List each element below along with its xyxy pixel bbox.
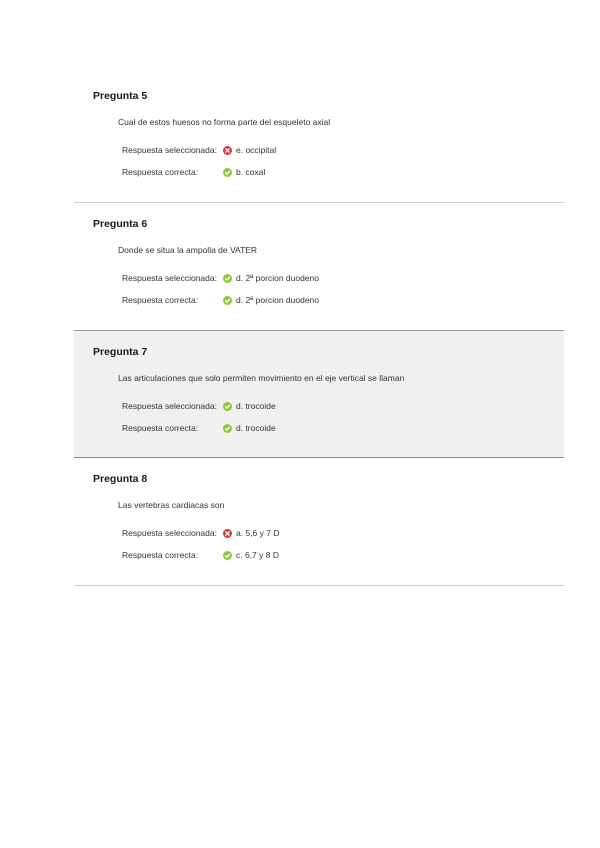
correct-answer-row (122, 422, 564, 434)
question-title: Pregunta 7 (93, 346, 148, 358)
selected-answer-value: e. occipital (236, 145, 277, 155)
correct-answer-label: Respuesta correcta: (122, 550, 199, 560)
question-7 (74, 330, 564, 458)
selected-answer-row (122, 272, 564, 284)
correct-answer-row (122, 549, 564, 561)
question-title: Pregunta 8 (93, 473, 148, 485)
selected-answer-row (122, 400, 564, 412)
selected-answer-value: d. trocoide (236, 401, 276, 411)
question-list (74, 75, 564, 586)
question-title: Pregunta 5 (93, 90, 148, 102)
correct-answer-row (122, 294, 564, 306)
question-8 (74, 458, 564, 586)
correct-answer-label: Respuesta correcta: (122, 167, 199, 177)
question-5 (74, 75, 564, 203)
correct-icon (223, 551, 232, 560)
correct-answer-row (122, 166, 564, 178)
correct-icon (223, 168, 232, 177)
selected-answer-label: Respuesta seleccionada: (122, 401, 217, 411)
incorrect-icon (223, 529, 232, 538)
question-title: Pregunta 6 (93, 218, 148, 230)
question-6 (74, 203, 564, 331)
selected-answer-label: Respuesta seleccionada: (122, 273, 217, 283)
correct-answer-label: Respuesta correcta: (122, 295, 199, 305)
selected-answer-value: d. 2ª porcion duodeno (236, 273, 320, 283)
correct-icon (223, 296, 232, 305)
correct-answer-label: Respuesta correcta: (122, 423, 199, 433)
question-text: Las articulaciones que solo permiten movimiento en el eje vertical se llaman (118, 373, 405, 383)
selected-answer-label: Respuesta seleccionada: (122, 145, 217, 155)
correct-answer-value: b. coxal (236, 167, 266, 177)
selected-answer-value: a. 5,6 y 7 D (236, 528, 280, 538)
selected-answer-row (122, 527, 564, 539)
question-text: Cual de estos huesos no forma parte del esqueleto axial (118, 117, 331, 127)
incorrect-icon (223, 146, 232, 155)
question-text: Donde se situa la ampolla de VATER (118, 245, 258, 255)
question-text: Las vertebras cardiacas son (118, 500, 225, 510)
correct-answer-value: d. trocoide (236, 423, 276, 433)
correct-icon (223, 274, 232, 283)
selected-answer-label: Respuesta seleccionada: (122, 528, 217, 538)
correct-answer-value: d. 2ª porcion duodeno (236, 295, 320, 305)
correct-icon (223, 402, 232, 411)
correct-answer-value: c. 6,7 y 8 D (236, 550, 279, 560)
selected-answer-row (122, 144, 564, 156)
correct-icon (223, 424, 232, 433)
